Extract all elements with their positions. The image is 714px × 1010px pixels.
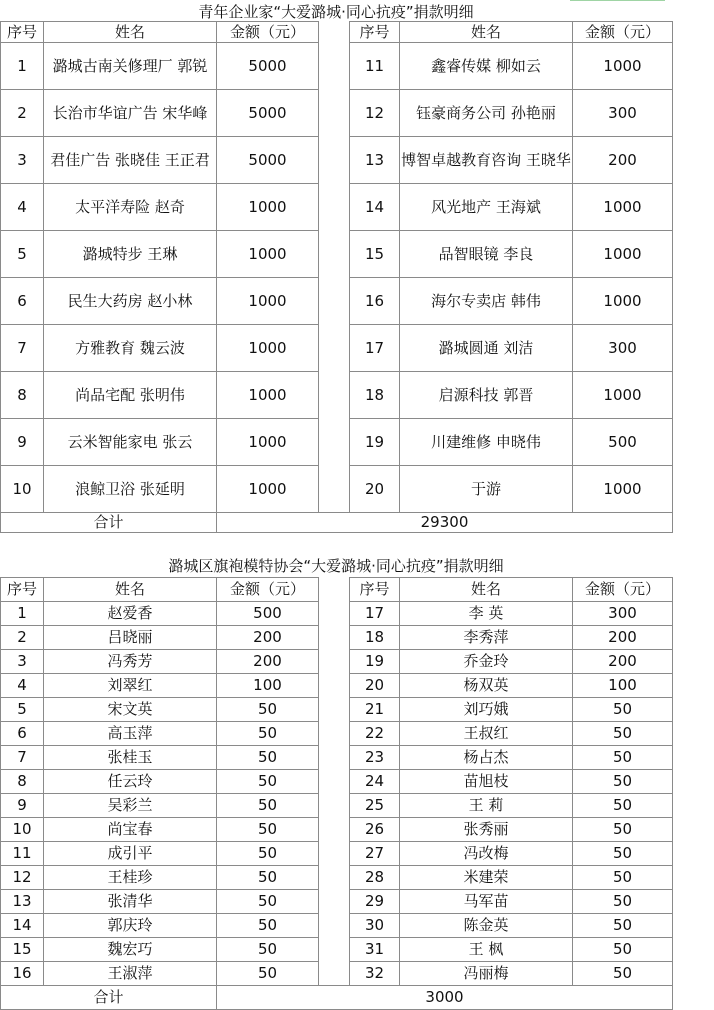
donor-name: 魏宏巧: [44, 938, 217, 962]
donor-name: 钰豪商务公司 孙艳丽: [400, 90, 573, 137]
total-label: 合计: [1, 986, 217, 1010]
donation-amount: 500: [573, 419, 673, 466]
row-no: 25: [350, 794, 400, 818]
column-gap: [319, 794, 350, 818]
header-amount: 金额（元）: [217, 22, 319, 43]
row-no: 29: [350, 890, 400, 914]
table-row: [1, 818, 673, 842]
column-gap: [319, 22, 350, 43]
donation-amount: 50: [217, 698, 319, 722]
donor-name: 吕晓丽: [44, 626, 217, 650]
donation-amount: 5000: [217, 90, 319, 137]
table-row: [1, 770, 673, 794]
table-row: [1, 231, 673, 278]
row-no: 20: [350, 674, 400, 698]
column-gap: [319, 650, 350, 674]
row-no: 8: [1, 770, 44, 794]
table-row: [1, 278, 673, 325]
row-no: 26: [350, 818, 400, 842]
row-no: 21: [350, 698, 400, 722]
row-no: 4: [1, 674, 44, 698]
table-row: [1, 746, 673, 770]
donation-table-entrepreneurs: [0, 21, 673, 533]
header-name: 姓名: [44, 578, 217, 602]
donation-amount: 1000: [573, 43, 673, 90]
column-gap: [319, 578, 350, 602]
donor-name: 杨双英: [400, 674, 573, 698]
table-row: [1, 325, 673, 372]
donor-name: 潞城古南关修理厂 郭锐: [44, 43, 217, 90]
row-no: 12: [1, 866, 44, 890]
table-row: [1, 90, 673, 137]
donor-name: 王 枫: [400, 938, 573, 962]
column-gap: [319, 962, 350, 986]
column-gap: [319, 698, 350, 722]
donor-name: 太平洋寿险 赵奇: [44, 184, 217, 231]
donation-amount: 50: [573, 746, 673, 770]
row-no: 5: [1, 231, 44, 278]
row-no: 1: [1, 43, 44, 90]
donation-amount: 300: [573, 90, 673, 137]
donor-name: 赵爱香: [44, 602, 217, 626]
row-no: 9: [1, 419, 44, 466]
table-row: [1, 842, 673, 866]
table-row: [1, 698, 673, 722]
donor-name: 潞城特步 王琳: [44, 231, 217, 278]
donor-name: 王 莉: [400, 794, 573, 818]
donation-amount: 1000: [217, 325, 319, 372]
donor-name: 云米智能家电 张云: [44, 419, 217, 466]
total-label: 合计: [1, 513, 217, 533]
donation-amount: 50: [217, 794, 319, 818]
table-row: [1, 43, 673, 90]
row-no: 24: [350, 770, 400, 794]
donation-amount: 200: [573, 137, 673, 184]
donor-name: 王叔红: [400, 722, 573, 746]
donation-amount: 50: [217, 842, 319, 866]
table-row: [1, 722, 673, 746]
donation-amount: 50: [217, 770, 319, 794]
donor-name: 马军苗: [400, 890, 573, 914]
donor-name: 风光地产 王海斌: [400, 184, 573, 231]
donor-name: 吴彩兰: [44, 794, 217, 818]
row-no: 9: [1, 794, 44, 818]
header-name: 姓名: [400, 578, 573, 602]
row-no: 16: [1, 962, 44, 986]
row-no: 32: [350, 962, 400, 986]
column-gap: [319, 137, 350, 184]
table-row: [1, 137, 673, 184]
row-no: 6: [1, 278, 44, 325]
donor-name: 刘巧娥: [400, 698, 573, 722]
donation-amount: 50: [573, 962, 673, 986]
column-gap: [319, 372, 350, 419]
donor-name: 杨占杰: [400, 746, 573, 770]
donor-name: 潞城圆通 刘洁: [400, 325, 573, 372]
column-gap: [319, 842, 350, 866]
row-no: 1: [1, 602, 44, 626]
donation-amount: 200: [217, 626, 319, 650]
donation-amount: 50: [573, 722, 673, 746]
donation-amount: 100: [217, 674, 319, 698]
donor-name: 米建荣: [400, 866, 573, 890]
total-row: [1, 986, 673, 1010]
donor-name: 冯改梅: [400, 842, 573, 866]
donor-name: 成引平: [44, 842, 217, 866]
row-no: 31: [350, 938, 400, 962]
row-no: 19: [350, 650, 400, 674]
donation-amount: 50: [573, 770, 673, 794]
donation-amount: 50: [217, 890, 319, 914]
donation-amount: 50: [573, 818, 673, 842]
total-amount: 3000: [217, 986, 673, 1010]
donation-amount: 50: [573, 842, 673, 866]
donor-name: 陈金英: [400, 914, 573, 938]
row-no: 4: [1, 184, 44, 231]
donor-name: 长治市华谊广告 宋华峰: [44, 90, 217, 137]
donor-name: 川建维修 申晓伟: [400, 419, 573, 466]
donation-amount: 1000: [573, 184, 673, 231]
header-row: [1, 22, 673, 43]
table-row: [1, 602, 673, 626]
table-row: [1, 626, 673, 650]
donor-name: 郭庆玲: [44, 914, 217, 938]
donation-amount: 50: [573, 698, 673, 722]
column-gap: [319, 90, 350, 137]
header-amount: 金额（元）: [217, 578, 319, 602]
donation-amount: 1000: [217, 184, 319, 231]
total-row: [1, 513, 673, 533]
table-row: [1, 184, 673, 231]
donor-name: 李秀萍: [400, 626, 573, 650]
row-no: 7: [1, 746, 44, 770]
column-gap: [319, 722, 350, 746]
donation-amount: 100: [573, 674, 673, 698]
row-no: 17: [350, 602, 400, 626]
column-gap: [319, 674, 350, 698]
total-amount: 29300: [217, 513, 673, 533]
donor-name: 王桂珍: [44, 866, 217, 890]
table-row: [1, 674, 673, 698]
row-no: 13: [350, 137, 400, 184]
donation-table-qipao-association: [0, 577, 673, 1010]
header-no: 序号: [1, 22, 44, 43]
donation-amount: 50: [217, 746, 319, 770]
row-no: 5: [1, 698, 44, 722]
donor-name: 方雅教育 魏云波: [44, 325, 217, 372]
donor-name: 苗旭枝: [400, 770, 573, 794]
donor-name: 尚宝春: [44, 818, 217, 842]
donation-amount: 1000: [217, 278, 319, 325]
donation-amount: 1000: [573, 466, 673, 513]
donor-name: 博智卓越教育咨询 王晓华: [400, 137, 573, 184]
row-no: 12: [350, 90, 400, 137]
row-no: 11: [1, 842, 44, 866]
donor-name: 启源科技 郭晋: [400, 372, 573, 419]
donation-amount: 1000: [217, 419, 319, 466]
column-gap: [319, 746, 350, 770]
column-gap: [319, 890, 350, 914]
row-no: 2: [1, 626, 44, 650]
donor-name: 浪鲸卫浴 张延明: [44, 466, 217, 513]
donation-amount: 50: [573, 914, 673, 938]
donation-amount: 500: [217, 602, 319, 626]
row-no: 22: [350, 722, 400, 746]
donor-name: 李 英: [400, 602, 573, 626]
donation-amount: 200: [217, 650, 319, 674]
column-gap: [319, 626, 350, 650]
donation-amount: 200: [573, 650, 673, 674]
row-no: 13: [1, 890, 44, 914]
header-amount: 金额（元）: [573, 578, 673, 602]
donor-name: 刘翠红: [44, 674, 217, 698]
row-no: 28: [350, 866, 400, 890]
table-row: [1, 372, 673, 419]
column-gap: [319, 602, 350, 626]
donation-amount: 50: [573, 938, 673, 962]
header-no: 序号: [1, 578, 44, 602]
row-no: 10: [1, 818, 44, 842]
donor-name: 尚品宅配 张明伟: [44, 372, 217, 419]
row-no: 3: [1, 137, 44, 184]
table1-title: 青年企业家“大爱潞城·同心抗疫”捐款明细: [198, 3, 474, 21]
donor-name: 高玉萍: [44, 722, 217, 746]
donation-amount: 1000: [217, 466, 319, 513]
donor-name: 民生大药房 赵小林: [44, 278, 217, 325]
donor-name: 乔金玲: [400, 650, 573, 674]
row-no: 3: [1, 650, 44, 674]
header-no: 序号: [350, 578, 400, 602]
donation-amount: 50: [217, 818, 319, 842]
column-gap: [319, 914, 350, 938]
row-no: 14: [350, 184, 400, 231]
row-no: 7: [1, 325, 44, 372]
row-no: 11: [350, 43, 400, 90]
donation-amount: 1000: [573, 372, 673, 419]
column-gap: [319, 866, 350, 890]
row-no: 18: [350, 626, 400, 650]
donation-amount: 50: [573, 866, 673, 890]
column-gap: [319, 43, 350, 90]
column-gap: [319, 938, 350, 962]
table-row: [1, 419, 673, 466]
row-no: 20: [350, 466, 400, 513]
header-row: [1, 578, 673, 602]
table-row: [1, 466, 673, 513]
donor-name: 鑫睿传媒 柳如云: [400, 43, 573, 90]
row-no: 15: [350, 231, 400, 278]
donor-name: 海尔专卖店 韩伟: [400, 278, 573, 325]
row-no: 6: [1, 722, 44, 746]
donation-amount: 50: [217, 938, 319, 962]
table-row: [1, 938, 673, 962]
column-gap: [319, 325, 350, 372]
column-gap: [319, 278, 350, 325]
table-row: [1, 962, 673, 986]
table-row: [1, 794, 673, 818]
donor-name: 张秀丽: [400, 818, 573, 842]
table-row: [1, 914, 673, 938]
donor-name: 于游: [400, 466, 573, 513]
donation-amount: 5000: [217, 43, 319, 90]
donation-amount: 50: [217, 866, 319, 890]
header-name: 姓名: [44, 22, 217, 43]
donor-name: 任云玲: [44, 770, 217, 794]
column-gap: [319, 466, 350, 513]
donor-name: 宋文英: [44, 698, 217, 722]
row-no: 30: [350, 914, 400, 938]
row-no: 14: [1, 914, 44, 938]
donor-name: 冯丽梅: [400, 962, 573, 986]
donation-amount: 300: [573, 325, 673, 372]
donor-name: 品智眼镜 李良: [400, 231, 573, 278]
header-name: 姓名: [400, 22, 573, 43]
row-no: 27: [350, 842, 400, 866]
row-no: 19: [350, 419, 400, 466]
donation-amount: 1000: [217, 231, 319, 278]
column-gap: [319, 818, 350, 842]
donation-amount: 300: [573, 602, 673, 626]
column-gap: [319, 231, 350, 278]
donation-amount: 200: [573, 626, 673, 650]
row-no: 16: [350, 278, 400, 325]
column-gap: [319, 770, 350, 794]
row-no: 17: [350, 325, 400, 372]
row-no: 23: [350, 746, 400, 770]
row-no: 18: [350, 372, 400, 419]
table-row: [1, 866, 673, 890]
donation-amount: 1000: [573, 231, 673, 278]
donation-amount: 50: [573, 794, 673, 818]
donation-amount: 5000: [217, 137, 319, 184]
header-amount: 金额（元）: [573, 22, 673, 43]
donation-amount: 1000: [217, 372, 319, 419]
donation-amount: 50: [217, 722, 319, 746]
table-row: [1, 650, 673, 674]
donation-amount: 1000: [573, 278, 673, 325]
donor-name: 张清华: [44, 890, 217, 914]
table2-title: 潞城区旗袍模特协会“大爱潞城·同心抗疫”捐款明细: [168, 557, 504, 575]
donation-amount: 50: [217, 914, 319, 938]
column-gap: [319, 419, 350, 466]
row-no: 8: [1, 372, 44, 419]
donor-name: 冯秀芳: [44, 650, 217, 674]
table-row: [1, 890, 673, 914]
donation-amount: 50: [217, 962, 319, 986]
donor-name: 王淑萍: [44, 962, 217, 986]
donor-name: 君佳广告 张晓佳 王正君: [44, 137, 217, 184]
row-no: 15: [1, 938, 44, 962]
row-no: 2: [1, 90, 44, 137]
donor-name: 张桂玉: [44, 746, 217, 770]
header-no: 序号: [350, 22, 400, 43]
row-no: 10: [1, 466, 44, 513]
column-gap: [319, 184, 350, 231]
donation-amount: 50: [573, 890, 673, 914]
